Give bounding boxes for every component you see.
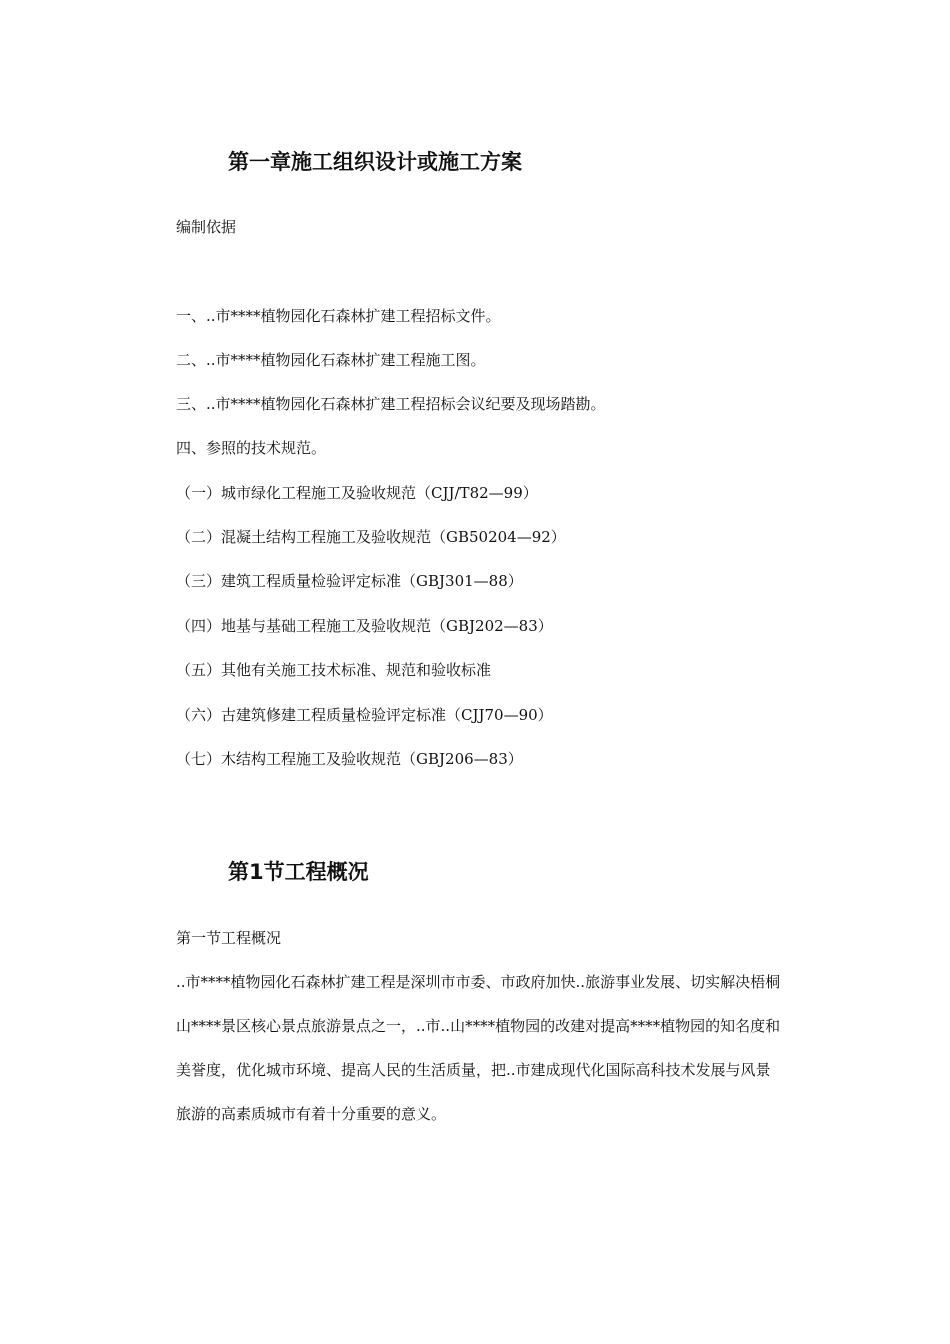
basis-item: 四、参照的技术规范。 — [176, 439, 327, 457]
standard-item: （七）木结构工程施工及验收规范（GBJ206—83） — [176, 750, 523, 768]
basis-item: 一、..市****植物园化石森林扩建工程招标文件。 — [176, 307, 501, 325]
basis-label: 编制依据 — [176, 218, 237, 236]
standard-item: （二）混凝土结构工程施工及验收规范（GB50204—92） — [176, 528, 566, 546]
overview-line: 美誉度，优化城市环境、提高人民的生活质量，把..市建成现代化国际高科技术发展与风景 — [176, 1061, 771, 1079]
standard-item: （五）其他有关施工技术标准、规范和验收标准 — [176, 661, 492, 679]
standard-item: （三）建筑工程质量检验评定标准（GBJ301—88） — [176, 572, 523, 590]
standard-item: （六）古建筑修建工程质量检验评定标准（CJJ70—90） — [176, 706, 553, 724]
section-title: 第1节工程概况 — [228, 860, 369, 884]
standard-item: （四）地基与基础工程施工及验收规范（GBJ202—83） — [176, 617, 553, 635]
chapter-title: 第一章施工组织设计或施工方案 — [228, 150, 522, 174]
overview-line: ..市****植物园化石森林扩建工程是深圳市市委、市政府加快..旅游事业发展、切实解决梧桐 — [176, 973, 781, 991]
overview-line: 山****景区核心景点旅游景点之一，..市..山****植物园的改建对提高****植物园的知名度和 — [176, 1017, 781, 1035]
standard-item: （一）城市绿化工程施工及验收规范（CJJ/T82—99） — [176, 484, 538, 502]
basis-item: 三、..市****植物园化石森林扩建工程招标会议纪要及现场踏勘。 — [176, 395, 606, 413]
section-subtitle: 第一节工程概况 — [176, 929, 282, 947]
basis-item: 二、..市****植物园化石森林扩建工程施工图。 — [176, 351, 486, 369]
overview-line: 旅游的高素质城市有着十分重要的意义。 — [176, 1105, 447, 1123]
